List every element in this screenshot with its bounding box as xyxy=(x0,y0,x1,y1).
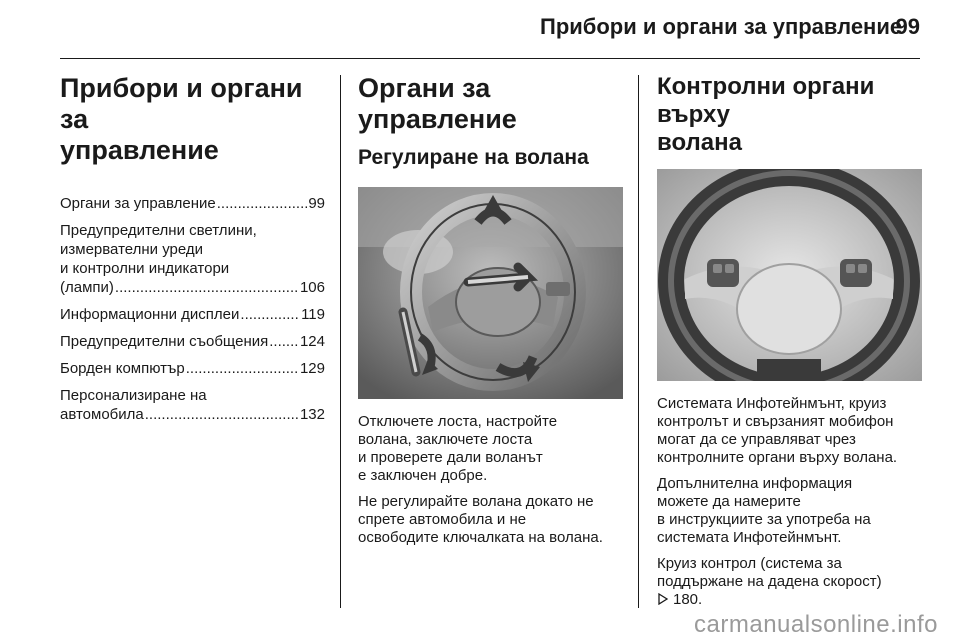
toc-leader-dots xyxy=(269,332,299,351)
toc-entry[interactable] xyxy=(60,194,325,213)
toc-entry-line: и контролни индикатори xyxy=(60,260,230,277)
watermark: carmanualsonline.info xyxy=(694,611,938,638)
toc-leader-dots xyxy=(240,305,300,324)
section-title: Органи за управление xyxy=(358,73,517,134)
toc-page-number: 132 xyxy=(299,406,325,423)
toc-entry-line: Предупредителни светлини, xyxy=(60,222,257,239)
toc-entry-title: Информационни дисплеи xyxy=(60,306,240,323)
toc-page-number: 124 xyxy=(299,333,325,350)
text-line: Круиз контрол (система за xyxy=(657,555,842,572)
text-line: системата Инфотейнмънт. xyxy=(657,529,842,546)
toc-entry[interactable] xyxy=(60,221,325,297)
toc-page-number: 106 xyxy=(299,279,325,296)
steering-wheel-adjustment-photo xyxy=(358,187,623,399)
text-line: освободите ключалката на волана. xyxy=(358,529,603,546)
text-line: е заключен добре. xyxy=(358,467,488,484)
toc-leader-dots xyxy=(186,359,299,378)
text-line: волана, заключете лоста xyxy=(358,431,533,448)
adjustment-instructions xyxy=(358,413,623,485)
text-line: Допълнителна информация xyxy=(657,475,853,492)
toc-entry-title: (лампи) xyxy=(60,279,114,296)
page-reference-arrow-icon xyxy=(657,593,669,605)
steering-wheel-controls-photo xyxy=(657,169,922,381)
reference-page: 180. xyxy=(673,591,703,608)
cruise-control-reference xyxy=(657,555,922,609)
header-title: Прибори и органи за управление xyxy=(540,14,903,39)
adjustment-warning xyxy=(358,493,623,547)
chapter-title-line: Прибори и органи за xyxy=(60,73,303,134)
toc-entry-line: измервателни уреди xyxy=(60,241,204,258)
controls-column xyxy=(358,73,623,555)
toc-leader-dots xyxy=(115,278,299,297)
toc-list xyxy=(60,194,325,424)
section-title-line: волана xyxy=(657,129,742,156)
section-title xyxy=(657,73,922,157)
column-divider-2 xyxy=(638,75,639,608)
header-divider xyxy=(60,58,920,59)
table-of-contents-column xyxy=(60,73,325,432)
toc-entry-title: Предупредителни съобщения xyxy=(60,333,269,350)
text-line: и проверете дали воланът xyxy=(358,449,543,466)
subsection-title: Регулиране на волана xyxy=(358,146,589,169)
toc-entry[interactable] xyxy=(60,386,325,424)
column-divider-1 xyxy=(340,75,341,608)
toc-entry[interactable] xyxy=(60,305,325,324)
page-number: 99 xyxy=(895,14,920,39)
text-line: контролът и свързаният мобифон xyxy=(657,413,894,430)
toc-leader-dots xyxy=(145,405,299,424)
toc-entry-line: Персонализиране на xyxy=(60,387,207,404)
chapter-title xyxy=(60,73,325,166)
chapter-title-line: управление xyxy=(60,135,219,165)
text-line: Не регулирайте волана докато не xyxy=(358,493,594,510)
toc-entry-title: Органи за управление xyxy=(60,195,216,212)
text-line: в инструкциите за употреба на xyxy=(657,511,871,528)
text-line: Отключете лоста, настройте xyxy=(358,413,558,430)
text-line: можете да намерите xyxy=(657,493,801,510)
reference-line[interactable] xyxy=(657,591,922,609)
text-line: поддържане на дадена скорост) xyxy=(657,573,882,590)
toc-page-number: 99 xyxy=(308,195,325,212)
toc-leader-dots xyxy=(217,194,308,213)
additional-info xyxy=(657,475,922,547)
toc-entry-title: Борден компютър xyxy=(60,360,185,377)
toc-entry[interactable] xyxy=(60,332,325,351)
toc-entry[interactable] xyxy=(60,359,325,378)
text-line: спрете автомобила и не xyxy=(358,511,527,528)
text-line: могат да се управляват чрез xyxy=(657,431,856,448)
wheel-controls-column xyxy=(657,73,922,617)
text-line: Системата Инфотейнмънт, круиз xyxy=(657,395,887,412)
toc-page-number: 129 xyxy=(299,360,325,377)
section-title-line: Контролни органи върху xyxy=(657,73,875,128)
controls-description xyxy=(657,395,922,467)
text-line: контролните органи върху волана. xyxy=(657,449,898,466)
toc-page-number: 119 xyxy=(301,306,325,323)
toc-entry-title: автомобила xyxy=(60,406,144,423)
